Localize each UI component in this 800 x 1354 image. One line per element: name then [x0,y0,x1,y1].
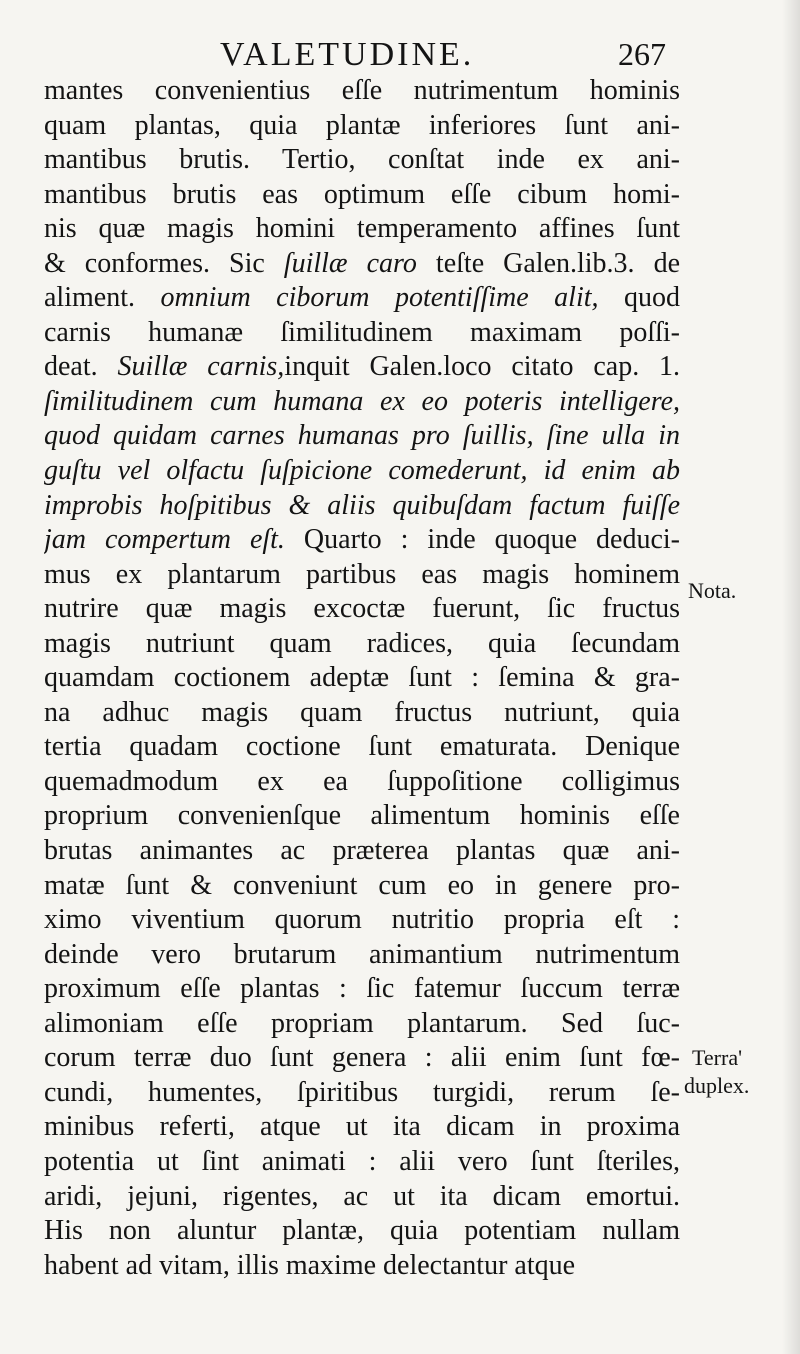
italic-text: ſimilitudinem cum humana ex eo poteris intelligere, [44,385,680,417]
text-run: nis quæ magis homini temperamento affines ſunt [44,213,680,245]
italic-text: guſtu vel olfactu ſuſpicione comederunt, id enim ab [44,455,680,487]
text-line [44,109,680,144]
text-run: potentia ut ſint animati : alii vero ſunt ſteriles, [44,1145,680,1177]
text-line [44,1110,680,1145]
text-line [44,489,680,524]
text-run: tertia quadam coctione ſunt ematurata. Denique [44,731,680,763]
text-run: aliment. [44,282,161,314]
text-line [44,1007,680,1042]
text-run: proximum eſſe plantas : ſic fatemur ſuccum terræ [44,973,680,1005]
text-run: quamdam coctionem adeptæ ſunt : ſemina & gra- [44,662,680,694]
text-line [44,1076,680,1111]
running-head: VALETUDINE. [220,36,475,73]
page-header [0,36,800,76]
margin-notes [684,0,796,1354]
text-line [44,1249,680,1284]
text-run: mantibus brutis. Tertio, conſtat inde ex ani- [44,144,680,176]
text-line [44,281,680,316]
text-line [44,558,680,593]
text-line [44,765,680,800]
text-line [44,903,680,938]
text-run: carnis humanæ ſimilitudinem maximam poſſi- [44,316,680,348]
margin-note-terra: Terra' [692,1045,743,1070]
text-run: inquit Galen.loco citato cap. 1. [284,351,680,383]
text-run: ximo viventium quorum nutritio propria eſt : [44,904,680,936]
text-run: deat. [44,351,118,383]
text-run: matæ ſunt & conveniunt cum eo in genere pro- [44,869,680,901]
text-run: mantibus brutis eas optimum eſſe cibum homi- [44,178,680,210]
italic-text: quod quidam carnes humanas pro ſuillis, ſine ulla in [44,420,680,452]
text-line [44,1180,680,1215]
text-line [44,178,680,213]
italic-text: Suillæ carnis, [117,351,285,383]
text-run: mantes convenientius eſſe nutrimentum hominis [44,75,680,106]
text-run: aridi, jejuni, rigentes, ac ut ita dicam emortui. [44,1180,680,1212]
text-run: alimoniam eſſe propriam plantarum. Sed ſuc- [44,1007,680,1039]
text-line [44,592,680,627]
text-line [44,419,680,454]
text-line [44,938,680,973]
text-run: quam plantas, quia plantæ inferiores ſunt ani- [44,109,680,141]
text-line [44,730,680,765]
text-line [44,869,680,904]
text-line [44,1145,680,1180]
text-run: cundi, humentes, ſpiritibus turgidi, rerum ſe- [44,1076,680,1108]
italic-text: improbis hoſpitibus & aliis quibuſdam factum fuiſſe [44,489,680,521]
text-line [44,385,680,420]
text-line [44,696,680,731]
body-text [44,74,680,1283]
text-line [44,523,680,558]
text-run: quod [598,282,680,314]
text-run: quemadmodum ex ea ſuppoſitione colligimus [44,765,680,797]
text-run: corum terræ duo ſunt genera : alii enim ſunt fœ- [44,1042,680,1074]
text-line [44,350,680,385]
text-run: brutas animantes ac præterea plantas quæ ani- [44,835,680,867]
text-line [44,1214,680,1249]
italic-text: omnium ciborum potentiſſime alit, [160,282,599,314]
text-run: mus ex plantarum partibus eas magis hominem [44,558,680,590]
text-run: proprium convenienſque alimentum hominis eſſe [44,800,680,832]
text-line [44,454,680,489]
text-line [44,799,680,834]
text-line [44,212,680,247]
italic-text: jam compertum eſt. [44,524,285,556]
text-line [44,1041,680,1076]
text-line [44,247,680,282]
text-line [44,834,680,869]
text-line [44,627,680,662]
text-run: habent ad vitam, illis maxime delectantur atque [44,1249,576,1281]
margin-note-nota: Nota. [688,578,737,603]
text-run: nutrire quæ magis excoctæ fuerunt, ſic fructus [44,593,680,625]
text-run: Quarto : inde quoque deduci- [284,524,680,556]
page-number: 267 [618,36,666,72]
text-line [44,661,680,696]
margin-note-duplex: duplex. [684,1073,750,1098]
text-line [44,74,680,109]
text-run: & conformes. Sic [44,247,284,279]
text-run: His non aluntur plantæ, quia potentiam nullam [44,1215,680,1247]
text-run: minibus referti, atque ut ita dicam in proxima [44,1111,680,1143]
text-run: magis nutriunt quam radices, quia ſecundam [44,627,680,659]
text-line [44,316,680,351]
text-run: teſte Galen.lib.3. de [416,247,680,279]
italic-text: ſuillæ caro [283,247,417,279]
text-run: deinde vero brutarum animantium nutrimentum [44,938,680,970]
text-run: na adhuc magis quam fructus nutriunt, quia [44,696,680,728]
text-line [44,972,680,1007]
text-line [44,143,680,178]
